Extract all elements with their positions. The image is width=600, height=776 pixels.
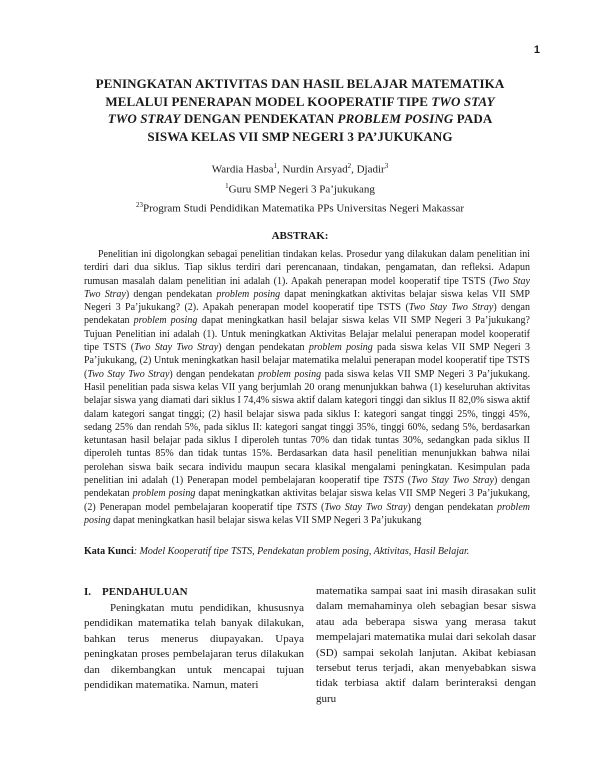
intro-column-left: Peningkatan mutu pendidikan, khususnya pendidikan matematika telah banyak dilakukan, bahkan terus menerus diupayakan. Upaya peningkatan proses pembelajaran terus dilakukan dan dikembangkan untuk mencapai tujuan pendidikan matematika. Namun, materi (84, 602, 304, 692)
abstract-heading: ABSTRAK: (271, 230, 329, 242)
abstract-text: Penelitian ini digolongkan sebagai penelitian tindakan kelas. Prosedur yang dilakukan dalam penelitian ini terdiri dari dua siklus. Tiap siklus terdiri dari perencanaan, tindakan, pengamatan, dan refleksi. Adapun rumusan masalah dalam penelitian ini adalah (1). Apakah penerapan model kooperatif tipe TSTS (Two Stay Two Stray) dengan pendekatan problem posing dapat meningkatkan aktivitas belajar siswa kelas VII SMP Negeri 3 Pa’jukukang? (2). Apakah penerapan model kooperatif tipe TSTS (Two Stay Two Stray) dengan pendekatan problem posing dapat meningkatkan hasil belajar siswa kelas VII SMP Negeri 3 Pa’jukukang? Tujuan Penelitian ini adalah (1). Untuk meningkatkan Aktivitas Belajar melalui penerapan model kooperatif tipe TSTS (Two Stay Two Stray) dengan pendekatan problem posing pada siswa kelas VII SMP Negeri 3 Pa’jukukang, (2) Untuk meningkatkan hasil belajar matematika melalui penerapan model kooperatif tipe TSTS (Two Stay Two Stray) dengan pendekatan problem posing pada siswa kelas VII SMP Negeri 3 Pa’jukukang. Hasil penelitian pada siswa kelas VII yang berjumlah 20 orang menunjukkan bahwa (1) keseluruhan aktivitas belajar siswa yang diamati dari siklus I 74,4% siswa aktif dalam kategori tinggi dan siklus II 82,0% siswa aktif dalam kategori sangat tinggi; (2) hasil belajar siswa pada siklus I: kategori sangat tinggi 25%, tinggi 45%, sedang 25% dan rendah 5%, pada siklus II: kategori sangat tinggi 35%, tinggi 60%, sedang 5%, berdasarkan ketuntasan hasil belajar pada siklus I diperoleh tuntas 70% dan tidak tuntas 30%, sedangkan pada siklus II diperoleh tuntas 85% dan tidak tuntas 15%. Berdasarkan data hasil penelitian menunjukkan bahwa nilai perolehan siswa baik secara individu maupun secara klasikal mengalami peningkatan. Kesimpulan pada penelitian ini adalah (1) Penerapan model pembelajaran kooperatif tipe TSTS (Two Stay Two Stray) dengan pendekatan problem posing dapat meningkatkan aktivitas belajar siswa kelas VII SMP Negeri 3 Pa’jukukang, (2) Penerapan model pembelajaran kooperatif tipe TSTS (Two Stay Two Stray) dengan pendekatan problem posing dapat meningkatkan hasil belajar siswa kelas VII SMP Negeri 3 Pa’jukukang (84, 249, 530, 526)
paper-title (70, 75, 530, 145)
section-heading: I. PENDAHULUAN (84, 586, 188, 598)
keywords: Kata Kunci: Model Kooperatif tipe TSTS, Pendekatan problem posing, Aktivitas, Hasil Belajar. (84, 546, 470, 557)
intro-column-right: matematika sampai saat ini masih dirasakan sulit dalam memahaminya oleh sebagian besar siswa atau ada beberapa siswa yang merasa takut mempelajari matematika mulai dari sekolah dasar (SD) sampai sekolah lanjutan. Akibat kebiasan tersebut terus terjadi, akan menyebabkan siswa tidak terbiasa aktif dalam berinteraksi dengan guru (316, 585, 536, 705)
author-names: Wardia Hasba$^1$, Nurdin Arsyad$^2$, Djadir$^3$ (211, 162, 389, 176)
affiliation-1: $^1$Guru SMP Negeri 3 Pa’jukukang (225, 181, 375, 196)
title-line-3: TWO STRAY DENGAN PENDEKATAN PROBLEM POSING PADA (107, 111, 493, 126)
author-block (0, 158, 600, 217)
affiliation-2: $^{23}$Program Studi Pendidikan Matematika PPs Universitas Negeri Makassar (135, 201, 465, 215)
title-line-4: SISWA KELAS VII SMP NEGERI 3 PA’JUKUKANG (147, 128, 453, 144)
page-number: 1 (533, 44, 540, 56)
title-line-1: PENINGKATAN AKTIVITAS DAN HASIL BELAJAR MATEMATIKA (95, 76, 505, 91)
title-line-2: MELALUI PENERAPAN MODEL KOOPERATIF TIPE TWO STAY (105, 93, 495, 109)
